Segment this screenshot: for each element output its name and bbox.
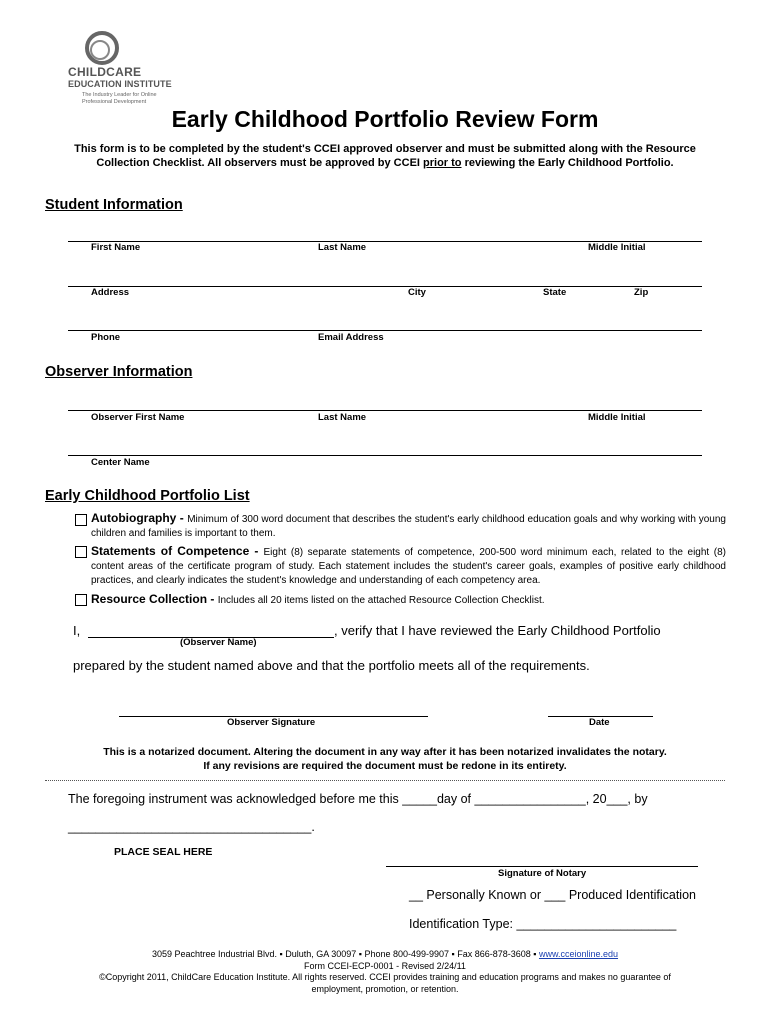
first-name-label: First Name [91,242,141,253]
observer-info-heading: Observer Information [45,364,193,380]
city-label: City [408,287,426,298]
notary-signature-label: Signature of Notary [498,868,587,879]
notary-signature-field[interactable] [386,866,698,867]
place-seal-label: PLACE SEAL HERE [114,846,213,858]
intro-line2 [60,156,710,170]
known-or-identification[interactable]: __ Personally Known or ___ Produced Identification [409,888,696,902]
logo-tagline [82,92,162,105]
notary-name-blank[interactable]: ___________________________________. [68,820,315,834]
notary-acknowledgement: The foregoing instrument was acknowledged before me this _____day of ________________, 20___, by [68,792,648,806]
observer-name-line[interactable] [68,410,702,411]
notary-notice [0,745,770,773]
cut-divider [45,780,725,781]
portfolio-item-autobiography [91,511,726,541]
middle-initial-label: Middle Initial [588,242,646,253]
portfolio-list-heading: Early Childhood Portfolio List [45,488,250,504]
competence-checkbox[interactable] [75,546,87,558]
page-title: Early Childhood Portfolio Review Form [171,106,599,132]
footer-copyright-line2: employment, promotion, or retention. [311,983,459,994]
resource-title: Resource Collection - [91,592,218,606]
logo-name-line2: EDUCATION INSTITUTE [68,79,172,89]
verify-i-label: I, [73,623,81,638]
date-label: Date [589,717,610,728]
intro-line2-pre: Collection Checklist. All observers must be approved by CCEI [96,157,424,169]
phone-label: Phone [91,332,121,343]
footer-form-id: Form CCEI-ECP-0001 - Revised 2/24/11 [304,960,466,971]
footer-address [0,949,770,961]
email-label: Email Address [318,332,384,343]
state-label: State [543,287,567,298]
logo-name-line1: CHILDCARE [68,65,142,79]
logo-name [68,66,172,90]
student-address-line[interactable] [68,286,702,287]
notice-line1: This is a notarized document. Altering the document in any way after it has been notarized invalidates the notary. [103,746,667,758]
observer-last-name-label: Last Name [318,412,367,423]
student-info-heading: Student Information [45,197,183,213]
logo-tagline-line2: Professional Development [82,98,147,105]
center-name-label: Center Name [91,457,150,468]
center-name-line[interactable] [68,455,702,456]
last-name-label: Last Name [318,242,367,253]
resource-checkbox[interactable] [75,594,87,606]
intro-line2-post: reviewing the Early Childhood Portfolio. [461,157,674,169]
footer [0,949,770,995]
portfolio-item-resource [91,592,726,608]
resource-desc: Includes all 20 items listed on the attached Resource Collection Checklist. [217,595,545,606]
observer-middle-initial-label: Middle Initial [588,412,646,423]
website-link[interactable]: www.cceionline.edu [538,949,619,959]
autobiography-checkbox[interactable] [75,514,87,526]
address-label: Address [91,287,130,298]
footer-address-text: 3059 Peachtree Industrial Blvd. ▪ Duluth, GA 30097 ▪ Phone 800-499-9907 ▪ Fax 866-878-3608 ▪ [151,949,539,959]
competence-title: Statements of Competence - [91,544,264,558]
notice-line2: If any revisions are required the document must be redone in its entirety. [203,760,567,772]
identification-type[interactable]: Identification Type: _______________________ [409,917,677,931]
verify-text: , verify that I have reviewed the Early Childhood Portfolio [334,623,661,638]
logo-tagline-line1: The Industry Leader for Online [82,92,157,98]
observer-signature-label: Observer Signature [227,717,316,728]
autobiography-title: Autobiography - [91,511,188,525]
verify-text-line2: prepared by the student named above and that the portfolio meets all of the requirements. [73,658,590,673]
zip-label: Zip [634,287,649,298]
intro-line1: This form is to be completed by the student's CCEI approved observer and must be submitted along with the Resource [74,143,696,155]
footer-copyright-line1: ©Copyright 2011, ChildCare Education Institute. All rights reserved. CCEI provides training and education programs and makes no guarantee of [99,972,671,982]
autobiography-desc: Minimum of 300 word document that describes the student's early childhood education goals and why working with young children and families is important to them. [91,514,726,539]
portfolio-item-competence [91,544,726,588]
intro-line2-underlined: prior to [423,157,462,169]
observer-first-name-label: Observer First Name [91,412,185,423]
intro-text [60,142,710,170]
competence-desc: Eight (8) separate statements of competence, 200-500 word minimum each, related to the eight (8) content areas of the certificate program of study. Each statement includes the student's career goals, examples of positive early childhood practices, and clearly indicates the student's knowledge and understanding of each competency area. [91,547,726,586]
student-contact-line[interactable] [68,330,702,331]
ccei-logo-mark [84,30,120,66]
observer-name-caption: (Observer Name) [180,637,257,648]
